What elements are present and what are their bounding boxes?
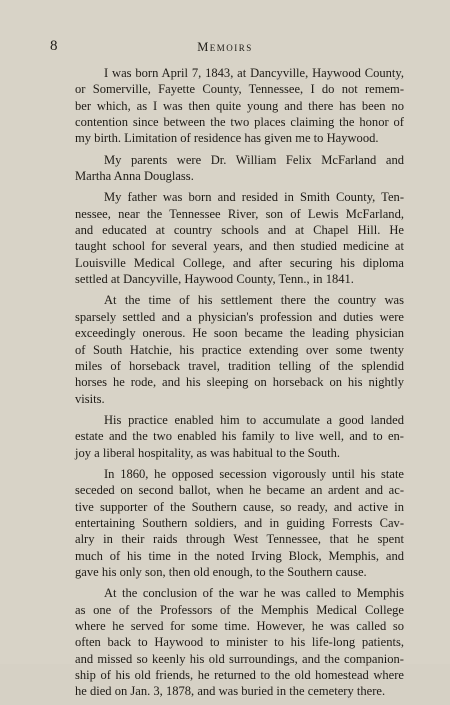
text-line: as one of the Professors of the Memphis Medical College bbox=[75, 602, 404, 617]
page-number: 8 bbox=[50, 38, 58, 54]
text-line: My parents were Dr. William Felix McFarland and bbox=[104, 152, 404, 167]
text-line: In 1860, he opposed secession vigorously until his state bbox=[104, 466, 404, 481]
text-line: my birth. Limitation of residence has given me to Haywood. bbox=[75, 131, 379, 146]
text-line: nessee, near the Tennessee River, son of Lewis McFarland, bbox=[75, 206, 404, 221]
text-line: At the time of his settlement there the country was bbox=[104, 293, 404, 308]
text-line: of South Hatchie, his practice extending over some twenty bbox=[75, 342, 404, 357]
text-line: he died on Jan. 3, 1878, and was buried in the cemetery there. bbox=[75, 684, 386, 699]
text-line: where he served for some time. However, he was called so bbox=[75, 619, 404, 633]
text-line: and missed so keenly his old surroundings, and the companion- bbox=[75, 651, 404, 666]
text-line: ship of his old friends, he returned to the old homestead where bbox=[75, 668, 404, 683]
text-line: alry in their raids through West Tennessee, that he spent bbox=[75, 532, 404, 547]
text-line: horses he rode, and his sleeping on horseback on his nightly bbox=[75, 375, 404, 390]
text-line: contention since between the two places claiming the honor of bbox=[75, 115, 404, 130]
text-line: ber which, as I was then quite young and there has been no bbox=[75, 98, 404, 113]
text-line: estate and the two enabled his family to live well, and to en- bbox=[75, 429, 404, 444]
text-line: miles of horseback travel, tradition telling of the splendid bbox=[75, 358, 404, 373]
text-line: Martha Anna Douglass. bbox=[75, 169, 194, 184]
text-line: exceedingly onerous. He soon became the leading physician bbox=[75, 326, 404, 341]
running-head-title: Memoirs bbox=[197, 40, 253, 54]
paragraph-settlement bbox=[53, 292, 404, 406]
paragraph-parents bbox=[53, 152, 404, 185]
text-line: taught school for several years, and then studied medicine at bbox=[75, 239, 404, 254]
text-line: At the conclusion of the war he was called to Memphis bbox=[104, 586, 404, 601]
text-line: or Somerville, Fayette County, Tennessee, I do not remem- bbox=[75, 82, 404, 97]
text-line: often back to Haywood to minister to his life-long patients, bbox=[75, 635, 404, 650]
text-line: My father was born and resided in Smith County, Ten- bbox=[104, 190, 404, 205]
body-text bbox=[53, 65, 404, 705]
text-line: tive supporter of the Southern cause, so ready, and active in bbox=[75, 499, 404, 514]
text-line: much of his time in the noted Irving Block, Memphis, and bbox=[75, 548, 404, 563]
paragraph-birth bbox=[53, 65, 404, 147]
text-line: seceded on second ballot, when he became an ardent and ac- bbox=[75, 483, 404, 498]
paragraph-father bbox=[53, 189, 404, 287]
text-line: settled at Dancyville, Haywood County, Tenn., in 1841. bbox=[75, 272, 354, 287]
text-line: His practice enabled him to accumulate a good landed bbox=[104, 412, 404, 427]
text-line: and educated at country schools and at Chapel Hill. He bbox=[75, 223, 404, 238]
text-line: I was born April 7, 1843, at Dancyville, Haywood County, bbox=[104, 66, 404, 80]
text-line: Louisville Medical College, and after securing his diploma bbox=[75, 255, 404, 270]
text-line: entertaining Southern soldiers, and in guiding Forrests Cav- bbox=[75, 515, 404, 530]
paragraph-after-war bbox=[53, 585, 404, 699]
paragraph-practice bbox=[53, 412, 404, 461]
text-line: joy a liberal hospitality, as was habitual to the South. bbox=[75, 445, 341, 460]
text-line: gave his only son, then old enough, to the Southern cause. bbox=[75, 564, 367, 579]
paragraph-secession bbox=[53, 466, 404, 580]
text-line: visits. bbox=[75, 391, 105, 406]
text-line: sparsely settled and a physician's profession and duties were bbox=[75, 309, 404, 324]
